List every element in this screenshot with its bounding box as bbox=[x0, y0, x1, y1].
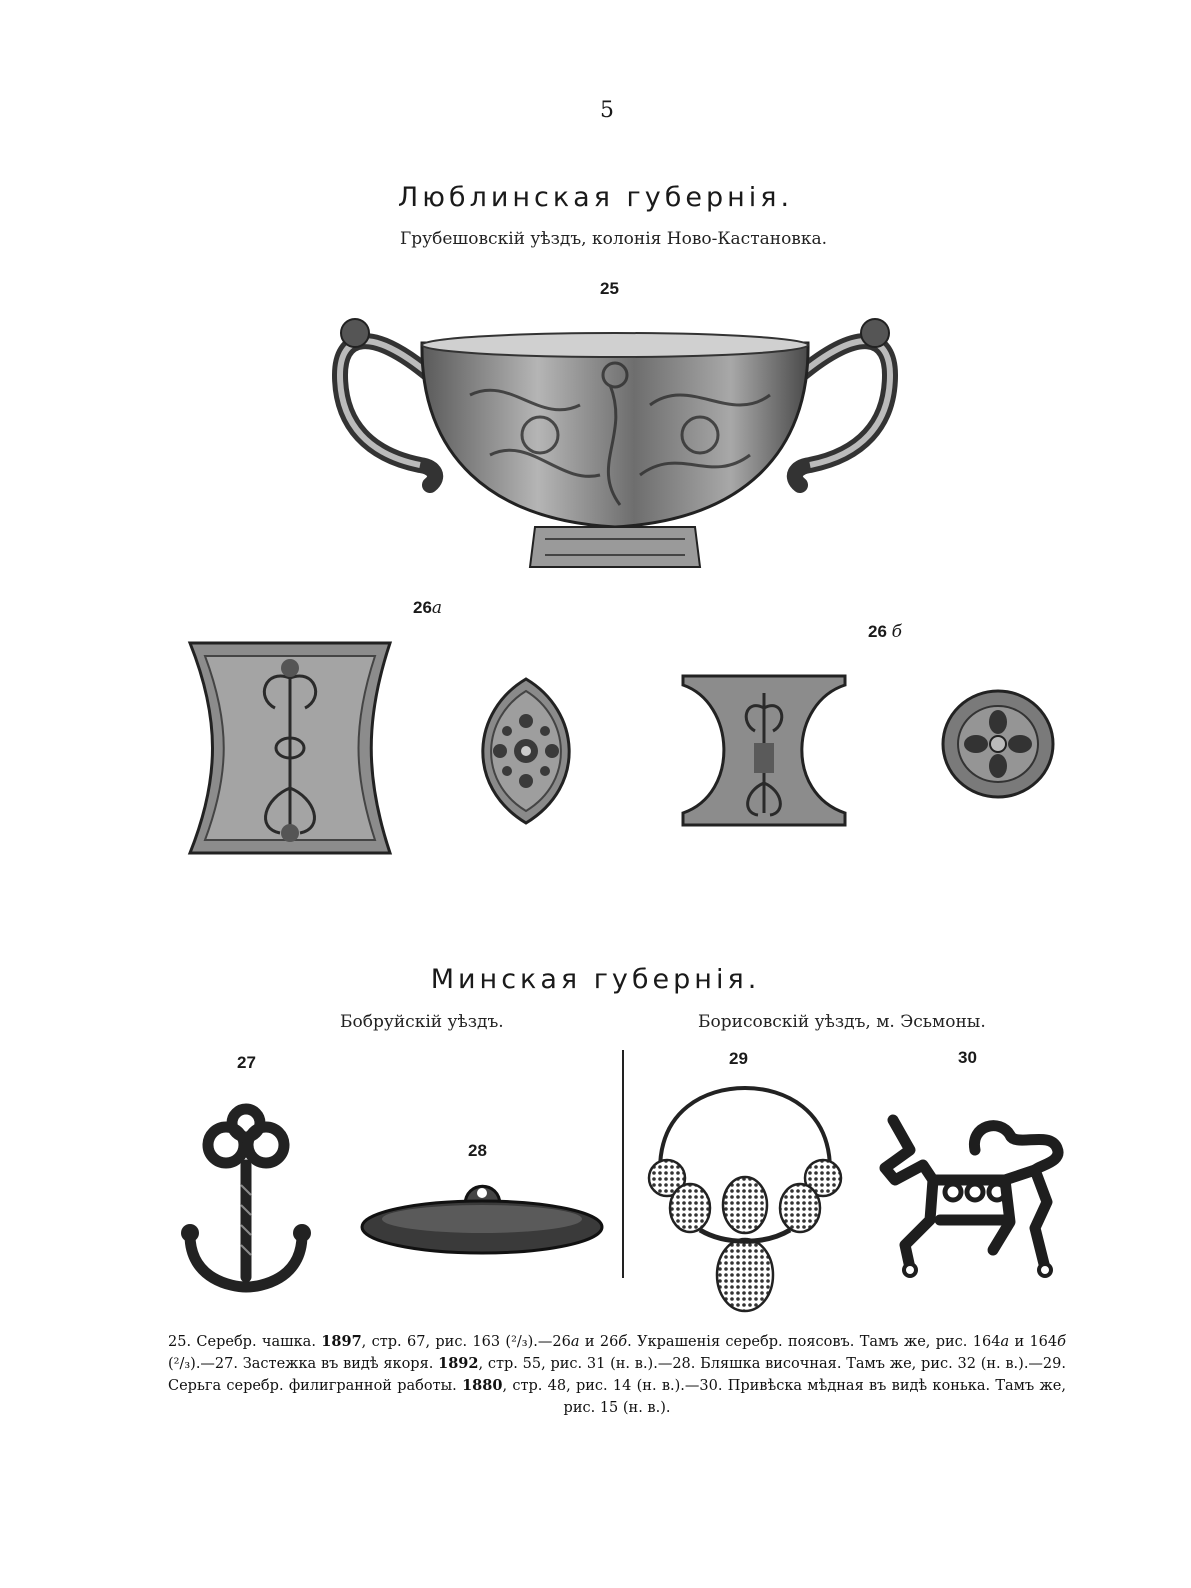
figure-number-26b bbox=[868, 622, 902, 642]
caption-letter-a: а bbox=[570, 1334, 580, 1350]
caption-part-2b: и 26 bbox=[579, 1334, 619, 1350]
caption-letter-b-2: б bbox=[1057, 1334, 1066, 1350]
figure-30-horse-pendant bbox=[875, 1110, 1065, 1285]
region-title-lublin: Люблинская губернія. bbox=[397, 182, 794, 213]
column-divider bbox=[622, 1050, 624, 1278]
figure-26b-round-plaque bbox=[940, 688, 1056, 800]
figure-28-temple-plaque bbox=[360, 1175, 605, 1257]
caption-letter-a-2: а bbox=[1000, 1334, 1010, 1350]
figure-caption bbox=[168, 1331, 1066, 1419]
figure-25-silver-cup bbox=[310, 315, 920, 580]
figure-number-30: 30 bbox=[958, 1048, 977, 1067]
caption-part-3: . Украшенія серебр. поясовъ. Тамъ же, рис. 164 bbox=[627, 1334, 1001, 1350]
district-grubeshov: Грубешовскій уѣздъ, колонія Ново-Кастановка. bbox=[400, 229, 828, 249]
figure-26b-belt-plaque bbox=[680, 673, 848, 828]
figure-number-26b-num: 26 bbox=[868, 622, 887, 641]
district-bobruisk: Бобруйскій уѣздъ. bbox=[340, 1012, 504, 1032]
figure-29-filigree-earring bbox=[645, 1080, 845, 1320]
figure-number-26a-num: 26 bbox=[413, 598, 432, 617]
caption-year-1880: 1880 bbox=[462, 1377, 503, 1394]
district-borisov: Борисовскій уѣздъ, м. Эсьмоны. bbox=[698, 1012, 986, 1032]
caption-part-1: 25. Серебр. чашка. bbox=[168, 1334, 322, 1350]
region-title-minsk: Минская губернія. bbox=[430, 964, 761, 995]
figure-number-25: 25 bbox=[600, 279, 619, 298]
figure-26a-almond-plaque bbox=[465, 676, 587, 826]
figure-number-27: 27 bbox=[237, 1053, 256, 1072]
figure-26a-belt-plaque bbox=[185, 638, 397, 860]
figure-number-26b-letter: б bbox=[891, 622, 903, 642]
figure-number-28: 28 bbox=[468, 1141, 487, 1160]
caption-year-1892: 1892 bbox=[438, 1355, 479, 1372]
caption-year-1897: 1897 bbox=[321, 1333, 362, 1350]
caption-part-4: (²/₃).—27. Застежка въ видѣ якоря. bbox=[168, 1356, 439, 1372]
figure-number-26a bbox=[413, 598, 442, 618]
page-number: 5 bbox=[600, 98, 614, 123]
caption-part-2: , стр. 67, рис. 163 (²/₃).—26 bbox=[361, 1334, 571, 1350]
figure-27-anchor-clasp bbox=[178, 1105, 313, 1300]
caption-part-5: , стр. 55, рис. 31 (н. в.).—28. Бляшка височная. Тамъ же, рис. 32 (н. в.).—29. Серьга серебр. филигранной работы. bbox=[168, 1356, 1066, 1394]
caption-part-3b: и 164 bbox=[1009, 1334, 1058, 1350]
figure-number-26a-letter: а bbox=[431, 598, 443, 618]
figure-number-29: 29 bbox=[729, 1049, 748, 1068]
caption-part-6: , стр. 48, рис. 14 (н. в.).—30. Привѣска мѣдная въ видѣ конька. Тамъ же, рис. 15 (н. в.). bbox=[502, 1378, 1066, 1416]
caption-letter-b: б bbox=[618, 1334, 628, 1350]
